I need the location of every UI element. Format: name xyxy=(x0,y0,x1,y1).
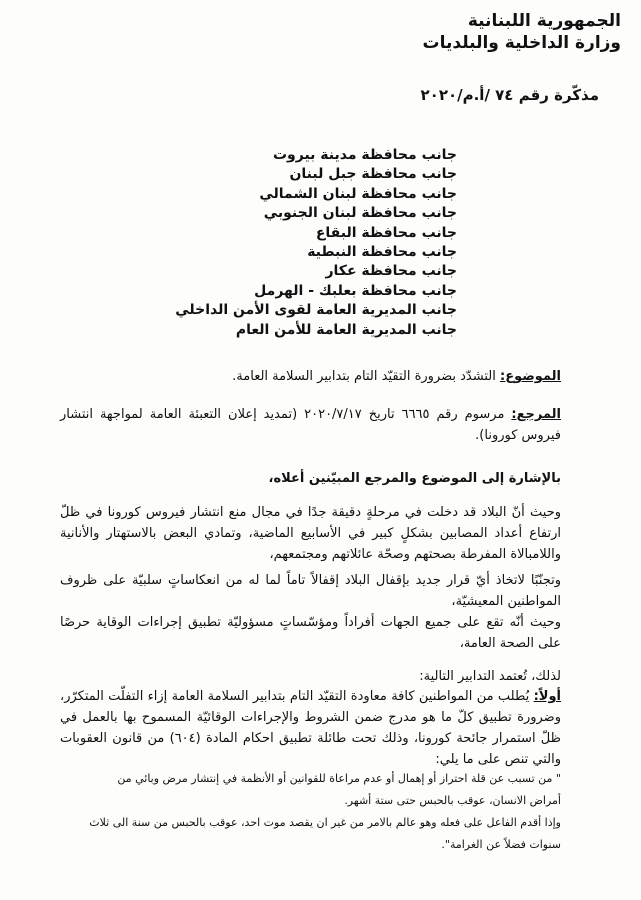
addressee-item: جانب محافظة لبنان الجنوبي xyxy=(263,205,457,222)
quote-block xyxy=(60,768,561,856)
reference-line xyxy=(60,404,561,446)
republic-title: الجمهورية اللبنانية xyxy=(467,11,621,31)
paragraph-3: وحيث أنّه تقع على جميع الجهات أفراداً ومؤسّساتٍ مسؤوليّة تطبيق إجراءات الوقاية حرصًا على الصحة العامة، xyxy=(60,615,561,651)
measures-intro: لذلك، تُعتمد التدابير التالية: xyxy=(419,669,561,684)
addressee-item: جانب محافظة جبل لبنان xyxy=(289,166,457,183)
addressee-item: جانب محافظة النبطية xyxy=(307,244,457,261)
quote-line: سنوات فضلاً عن الغرامة". xyxy=(441,838,561,851)
ministry-title: وزارة الداخلية والبلديات xyxy=(422,33,621,53)
reference-label: المرجع: xyxy=(511,407,561,422)
addressee-item: جانب محافظة لبنان الشمالي xyxy=(259,185,457,202)
first-measure-text: يُطلب من المواطنين كافة معاودة التقيّد التام بتدابير السلامة العامة إزاء التفلّت المتكرّر، وضرورة تطبيق كلّ ما هو مدرج ضمن الشروط والإجراءات الوقائيّة المسموح بها بالعمل في ظلّ استمرار جائحة كورونا، وذلك تحت طائلة تطبيق احكام المادة (٦٠٤) من قانون العقوبات والتي تنص على ما يلي: xyxy=(60,689,562,767)
intro-line: بالإشارة إلى الموضوع والمرجع المبيّنين أعلاه، xyxy=(268,471,561,486)
memo-number: مذكّرة رقم ٧٤ /أ.م/٢٠٢٠ xyxy=(420,86,599,104)
addressee-item: جانب محافظة بعلبك - الهرمل xyxy=(254,282,457,299)
quote-line: أمراض الانسان، عوقب بالحبس حتى ستة أشهر. xyxy=(344,794,561,807)
addressee-list xyxy=(175,146,457,340)
first-measure xyxy=(60,686,561,770)
addressee-item: جانب محافظة البقاع xyxy=(315,224,457,241)
reference-text: مرسوم رقم ٦٦٦٥ تاريخ ٢٠٢٠/٧/١٧ (تمديد إعلان التعبئة العامة لمواجهة انتشار فيروس كورونا). xyxy=(60,407,561,443)
addressee-item: جانب المديرية العامة لقوى الأمن الداخلي xyxy=(175,302,457,319)
paragraph-1: وحيث أنّ البلاد قد دخلت في مرحلةٍ دقيقة جدًا في مجال منع انتشار فيروس كورونا في ظلّ ارتفاع أعداد المصابين بشكلٍ كبير في الأسابيع الماضية، وتمادي البعض بالاستهتار والأنانية واللامبالاة المفرطة بصحتهم وصحّة عائلاتهم ومجتمعهم، xyxy=(60,505,561,562)
addressee-item: جانب محافظة مدينة بيروت xyxy=(272,147,457,163)
quote-line: وإذا أقدم الفاعل على فعله وهو عالم بالامر من غير ان يقصد موت احد، عوقب بالحبس من سنة الى ثلاث xyxy=(89,816,561,829)
first-measure-label: أولاً: xyxy=(533,689,561,704)
subject-line xyxy=(60,366,561,387)
subject-text: التشدّد بضرورة التقيّد التام بتدابير السلامة العامة. xyxy=(232,369,496,384)
quote-line: " من تسبب عن قلة احتراز أو إهمال أو عدم مراعاة للقوانين أو الأنظمة في إنتشار مرض وبائي من xyxy=(117,772,561,785)
addressee-item: جانب المديرية العامة للأمن العام xyxy=(235,321,457,338)
subject-label: الموضوع: xyxy=(500,369,561,384)
addressee-item: جانب محافظة عكار xyxy=(325,263,457,280)
letterhead xyxy=(423,10,621,54)
paragraph-2: وتجنّبًا لاتخاذ أيّ قرار جديد بإقفال البلاد إقفالاً تاماً لما له من انعكاساتٍ سلبيّة على ظروف المواطنين المعيشيّة، xyxy=(60,573,561,609)
